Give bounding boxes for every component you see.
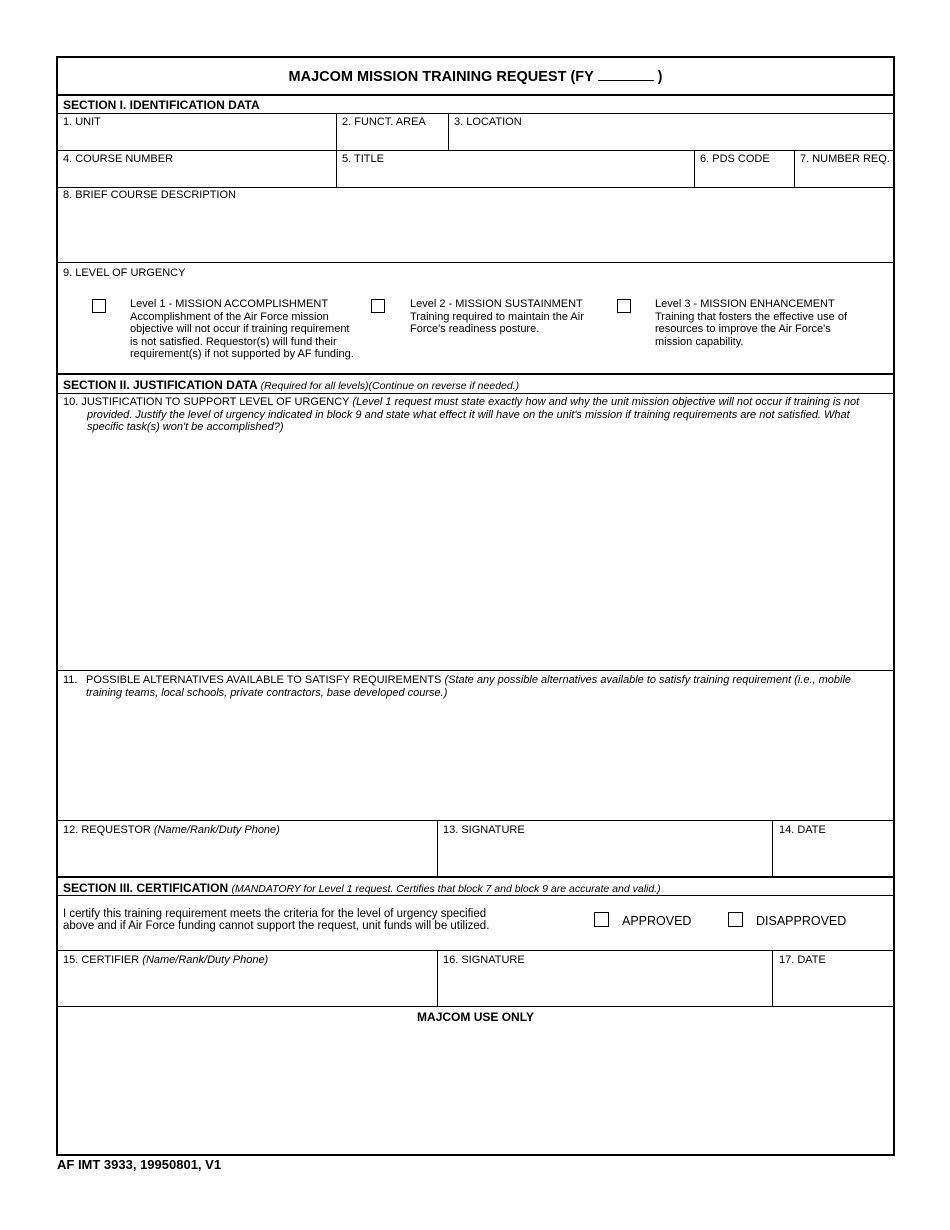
divider: [58, 373, 893, 375]
course-description-label: 8. BRIEF COURSE DESCRIPTION: [63, 189, 236, 201]
requestor-title: 12. REQUESTOR: [63, 824, 151, 836]
funct-area-label: 2. FUNCT. AREA: [342, 116, 426, 128]
course-number-label: 4. COURSE NUMBER: [63, 153, 174, 165]
divider: [58, 262, 893, 263]
approved-checkbox[interactable]: [594, 912, 609, 927]
form-title-text: MAJCOM MISSION TRAINING REQUEST (FY: [288, 69, 594, 85]
form-title-close: ): [657, 69, 663, 85]
certifier-note: (Name/Rank/Duty Phone): [142, 954, 269, 966]
location-label: 3. LOCATION: [454, 116, 522, 128]
approved-label: APPROVED: [622, 914, 692, 928]
level-1-text: Accomplishment of the Air Force mission objective will not occur if training requirement is not satisfied. Requestor(s) will fund their requirement(s) if not supported by AF funding.: [130, 310, 354, 361]
section-2-note: (Required for all levels)(Continue on reverse if needed.): [260, 380, 520, 392]
section-3-heading: [63, 881, 661, 895]
alternatives-number: 11.: [63, 674, 78, 686]
alternatives-label: [63, 674, 888, 699]
divider: [58, 895, 893, 896]
title-label: 5. TITLE: [342, 153, 384, 165]
majcom-heading: MAJCOM USE ONLY: [417, 1010, 534, 1024]
justification-title: 10. JUSTIFICATION TO SUPPORT LEVEL OF URGENCY: [63, 396, 350, 408]
urgency-label: 9. LEVEL OF URGENCY: [63, 267, 186, 279]
alternatives-note: (State any possible alternatives available to satisfy training requirement (i.e., mobile training teams, local schools, private contractors, base developed course.): [86, 674, 852, 699]
fiscal-year-field[interactable]: [598, 66, 654, 81]
certification-line-1: I certify this training requirement meets the criteria for the level of urgency specified: [63, 908, 487, 920]
level-1-title: Level 1 - MISSION ACCOMPLISHMENT: [130, 298, 329, 310]
section-1-heading: SECTION I. IDENTIFICATION DATA: [63, 98, 260, 112]
requestor-note: (Name/Rank/Duty Phone): [153, 824, 280, 836]
requestor-label: [63, 824, 280, 836]
level-3-option: [655, 298, 860, 348]
section-3-title: SECTION III. CERTIFICATION: [63, 881, 229, 895]
section-3-note: (MANDATORY for Level 1 request. Certifies that block 7 and block 9 are accurate and valid.): [231, 883, 661, 895]
training-request-form: [56, 56, 895, 1156]
certifier-date-label: 17. DATE: [779, 954, 826, 966]
requestor-signature-label: 13. SIGNATURE: [443, 824, 525, 836]
divider: [58, 1006, 893, 1007]
level-3-text: Training that fosters the effective use of resources to improve the Air Force's mission capability.: [655, 310, 847, 348]
certifier-signature-label: 16. SIGNATURE: [443, 954, 525, 966]
level-1-option: [130, 298, 358, 361]
justification-field[interactable]: [58, 393, 895, 670]
requestor-date-label: 14. DATE: [779, 824, 826, 836]
level-2-text: Training required to maintain the Air Force's readiness posture.: [410, 310, 584, 336]
level-1-checkbox[interactable]: [92, 299, 106, 313]
divider: [58, 94, 893, 96]
number-req-label: 7. NUMBER REQ.: [800, 153, 890, 165]
certifier-label: [63, 954, 268, 966]
unit-label: 1. UNIT: [63, 116, 101, 128]
form-title: [58, 66, 893, 85]
pds-code-label: 6. PDS CODE: [700, 153, 770, 165]
divider: [58, 876, 893, 878]
level-2-option: [410, 298, 595, 336]
certification-line-2: above and if Air Force funding cannot support the request, unit funds will be utilized.: [63, 919, 490, 932]
majcom-use-field[interactable]: [58, 1028, 895, 1154]
section-2-title: SECTION II. JUSTIFICATION DATA: [63, 378, 258, 392]
justification-label: [63, 396, 888, 434]
section-2-heading: [63, 378, 519, 392]
level-3-title: Level 3 - MISSION ENHANCEMENT: [655, 298, 835, 310]
alternatives-title: POSSIBLE ALTERNATIVES AVAILABLE TO SATISFY REQUIREMENTS: [86, 674, 442, 686]
certifier-title: 15. CERTIFIER: [63, 954, 140, 966]
disapproved-label: DISAPPROVED: [756, 914, 847, 928]
level-2-checkbox[interactable]: [371, 299, 385, 313]
justification-note: (Level 1 request must state exactly how and why the unit mission objective will not occur if training is not provided. Justify the level of urgency indicated in block 9 and state what effect it will have on the unit's mission if training requirements are not satisfied. What specific task(s) won't be accomplished?): [87, 396, 860, 434]
level-2-title: Level 2 - MISSION SUSTAINMENT: [410, 298, 583, 310]
level-3-checkbox[interactable]: [617, 299, 631, 313]
certification-statement: [63, 909, 533, 932]
disapproved-checkbox[interactable]: [728, 912, 743, 927]
form-identifier: AF IMT 3933, 19950801, V1: [57, 1157, 222, 1172]
title-field[interactable]: [337, 150, 694, 187]
